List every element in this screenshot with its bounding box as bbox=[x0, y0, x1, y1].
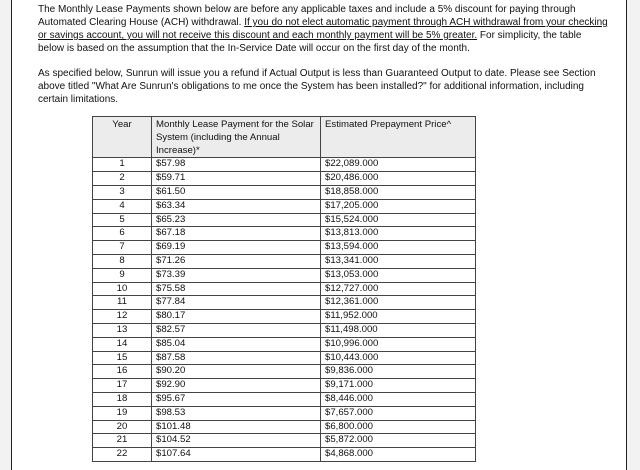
table-row bbox=[93, 365, 476, 379]
year-cell: 21 bbox=[93, 434, 152, 448]
monthly-payment-cell: $80.17 bbox=[152, 310, 321, 324]
ach-discount-paragraph bbox=[38, 3, 610, 55]
year-cell: 17 bbox=[93, 379, 152, 393]
monthly-payment-cell: $73.39 bbox=[152, 268, 321, 282]
prepayment-price-cell: $13,053.000 bbox=[321, 268, 476, 282]
year-cell: 10 bbox=[93, 282, 152, 296]
table-row bbox=[93, 323, 476, 337]
year-cell: 13 bbox=[93, 323, 152, 337]
year-cell: 15 bbox=[93, 351, 152, 365]
year-cell: 4 bbox=[93, 199, 152, 213]
prepayment-price-cell: $13,813.000 bbox=[321, 227, 476, 241]
monthly-payment-cell: $85.04 bbox=[152, 337, 321, 351]
monthly-payment-cell: $67.18 bbox=[152, 227, 321, 241]
table-row bbox=[93, 351, 476, 365]
monthly-payment-cell: $90.20 bbox=[152, 365, 321, 379]
monthly-payment-cell: $87.58 bbox=[152, 351, 321, 365]
year-cell: 16 bbox=[93, 365, 152, 379]
prepayment-price-cell: $5,872.000 bbox=[321, 434, 476, 448]
year-cell: 8 bbox=[93, 254, 152, 268]
table-header-row bbox=[93, 117, 476, 158]
table-row bbox=[93, 172, 476, 186]
year-cell: 20 bbox=[93, 420, 152, 434]
table-row bbox=[93, 310, 476, 324]
table-row bbox=[93, 379, 476, 393]
year-cell: 18 bbox=[93, 392, 152, 406]
prepayment-price-cell: $10,443.000 bbox=[321, 351, 476, 365]
table-row bbox=[93, 254, 476, 268]
prepayment-price-cell: $22,089.000 bbox=[321, 158, 476, 172]
table-row bbox=[93, 227, 476, 241]
year-cell: 7 bbox=[93, 241, 152, 255]
table-row bbox=[93, 296, 476, 310]
prepayment-price-cell: $12,361.000 bbox=[321, 296, 476, 310]
year-cell: 22 bbox=[93, 448, 152, 462]
document-page bbox=[11, 0, 627, 470]
lease-payment-table bbox=[92, 116, 476, 462]
table-row bbox=[93, 406, 476, 420]
table-row bbox=[93, 434, 476, 448]
table-row bbox=[93, 448, 476, 462]
table-row bbox=[93, 213, 476, 227]
year-cell: 11 bbox=[93, 296, 152, 310]
header-monthly-payment: Monthly Lease Payment for the Solar System (including the Annual Increase)* bbox=[152, 117, 321, 158]
monthly-payment-cell: $69.19 bbox=[152, 241, 321, 255]
table-row bbox=[93, 337, 476, 351]
prepayment-price-cell: $7,657.000 bbox=[321, 406, 476, 420]
prepayment-price-cell: $4,868.000 bbox=[321, 448, 476, 462]
monthly-payment-cell: $82.57 bbox=[152, 323, 321, 337]
monthly-payment-cell: $57.98 bbox=[152, 158, 321, 172]
year-cell: 12 bbox=[93, 310, 152, 324]
underlined-warning-text: If you do not elect automatic payment through ACH withdrawal from your checking or savings account, you will not receive this discount and each monthly payment will be 5% greater. bbox=[38, 17, 608, 41]
paragraph-text: For simplicity, the table below is based on the assumption that the In-Service Date will occur on the first day of the month. bbox=[38, 30, 582, 54]
monthly-payment-cell: $71.26 bbox=[152, 254, 321, 268]
paragraph-text: The Monthly Lease Payments shown below are before any applicable taxes and include a 5% discount for paying through Automated Clearing House (ACH) withdrawal. bbox=[38, 4, 576, 28]
monthly-payment-cell: $59.71 bbox=[152, 172, 321, 186]
monthly-payment-cell: $63.34 bbox=[152, 199, 321, 213]
prepayment-price-cell: $17,205.000 bbox=[321, 199, 476, 213]
monthly-payment-cell: $75.58 bbox=[152, 282, 321, 296]
prepayment-price-cell: $18,858.000 bbox=[321, 185, 476, 199]
header-prepayment-price: Estimated Prepayment Price^ bbox=[321, 117, 476, 158]
prepayment-price-cell: $12,727.000 bbox=[321, 282, 476, 296]
prepayment-price-cell: $13,341.000 bbox=[321, 254, 476, 268]
prepayment-price-cell: $15,524.000 bbox=[321, 213, 476, 227]
prepayment-price-cell: $10,996.000 bbox=[321, 337, 476, 351]
monthly-payment-cell: $61.50 bbox=[152, 185, 321, 199]
table-body bbox=[93, 158, 476, 462]
header-year: Year bbox=[93, 117, 152, 158]
monthly-payment-cell: $65.23 bbox=[152, 213, 321, 227]
prepayment-price-cell: $13,594.000 bbox=[321, 241, 476, 255]
monthly-payment-cell: $98.53 bbox=[152, 406, 321, 420]
year-cell: 6 bbox=[93, 227, 152, 241]
refund-paragraph: As specified below, Sunrun will issue you a refund if Actual Output is less than Guaranteed Output to date. Please see Section above titled "What Are Sunrun's obligations to me once the System has been installed?" for additional information, including certain limitations. bbox=[38, 68, 596, 105]
year-cell: 2 bbox=[93, 172, 152, 186]
table-row bbox=[93, 268, 476, 282]
monthly-payment-cell: $92.90 bbox=[152, 379, 321, 393]
prepayment-price-cell: $20,486.000 bbox=[321, 172, 476, 186]
monthly-payment-cell: $77.84 bbox=[152, 296, 321, 310]
prepayment-price-cell: $6,800.000 bbox=[321, 420, 476, 434]
monthly-payment-cell: $101.48 bbox=[152, 420, 321, 434]
year-cell: 1 bbox=[93, 158, 152, 172]
table-row bbox=[93, 282, 476, 296]
prepayment-price-cell: $9,171.000 bbox=[321, 379, 476, 393]
table-row bbox=[93, 158, 476, 172]
monthly-payment-cell: $104.52 bbox=[152, 434, 321, 448]
prepayment-price-cell: $11,498.000 bbox=[321, 323, 476, 337]
table-row bbox=[93, 185, 476, 199]
table-row bbox=[93, 199, 476, 213]
monthly-payment-cell: $107.64 bbox=[152, 448, 321, 462]
prepayment-price-cell: $9,836.000 bbox=[321, 365, 476, 379]
prepayment-price-cell: $8,446.000 bbox=[321, 392, 476, 406]
table-row bbox=[93, 392, 476, 406]
prepayment-price-cell: $11,952.000 bbox=[321, 310, 476, 324]
year-cell: 9 bbox=[93, 268, 152, 282]
year-cell: 3 bbox=[93, 185, 152, 199]
table-row bbox=[93, 241, 476, 255]
monthly-payment-cell: $95.67 bbox=[152, 392, 321, 406]
table-row bbox=[93, 420, 476, 434]
year-cell: 14 bbox=[93, 337, 152, 351]
year-cell: 19 bbox=[93, 406, 152, 420]
year-cell: 5 bbox=[93, 213, 152, 227]
